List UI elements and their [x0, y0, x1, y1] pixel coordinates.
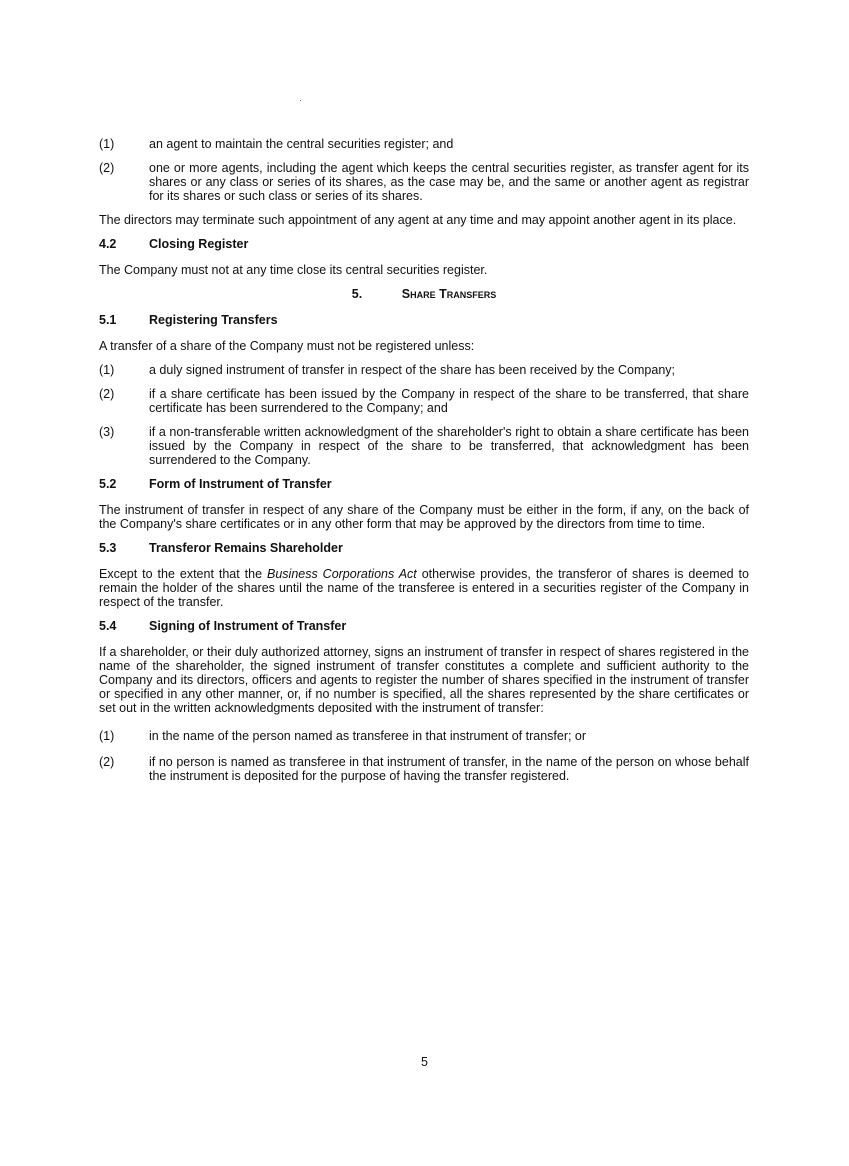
- section-title: Signing of Instrument of Transfer: [149, 619, 347, 633]
- list-item: [99, 425, 749, 467]
- list-item: [99, 161, 749, 203]
- section-intro: A transfer of a share of the Company must not be registered unless:: [99, 339, 475, 353]
- stray-mark: [300, 100, 301, 101]
- page-number: 5: [421, 1055, 428, 1069]
- item-number: (1): [99, 729, 115, 743]
- list-item: [99, 137, 749, 151]
- item-text: if a non-transferable written acknowledgment of the shareholder's right to obtain a share certificate has been issued by the Company in respect of the share to be transferred, that acknowledgment has been surrendered to the Company.: [149, 425, 749, 467]
- section-heading-5-2: [99, 477, 749, 491]
- item-number: (2): [99, 755, 115, 769]
- section-body: The Company must not at any time close its central securities register.: [99, 263, 488, 277]
- act-name: Business Corporations Act: [267, 567, 417, 581]
- section-number: 5.3: [99, 541, 117, 555]
- item-text: an agent to maintain the central securities register; and: [149, 137, 454, 151]
- section-number: 5.4: [99, 619, 117, 633]
- section-number: 5.2: [99, 477, 117, 491]
- section-heading-5-1: [99, 313, 749, 327]
- section-title: Closing Register: [149, 237, 249, 251]
- section-heading-4-2: [99, 237, 749, 251]
- article-title: Share Transfers: [401, 287, 497, 301]
- body-text-start: Except to the extent that the: [99, 567, 267, 581]
- item-text: if a share certificate has been issued by the Company in respect of the share to be transferred, that share certificate has been surrendered to the Company; and: [149, 387, 749, 415]
- section-heading-5-3: [99, 541, 749, 555]
- section-heading-5-4: [99, 619, 749, 633]
- section-number: 5.1: [99, 313, 117, 327]
- article-number: 5.: [351, 287, 363, 301]
- list-item: [99, 387, 749, 415]
- section-body: If a shareholder, or their duly authorized attorney, signs an instrument of transfer in respect of shares registered in the name of the shareholder, the signed instrument of transfer constitutes a complete and sufficient authority to the Company and its directors, officers and agents to register the number of shares specified in the instrument of transfer or specified in any other manner, or, if no number is specified, all the shares represented by the share certificates or set out in the written acknowledgments deposited with the instrument of transfer:: [99, 645, 749, 715]
- article-heading-5: [99, 287, 749, 301]
- directors-paragraph: The directors may terminate such appointment of any agent at any time and may appoint another agent in its place.: [99, 213, 737, 227]
- body-text-end: otherwise provides, the transferor of shares is deemed to remain the holder of the shares until the name of the transferee is entered in a securities register of the Company in respect of the transfer.: [99, 567, 749, 609]
- item-number: (2): [99, 387, 115, 401]
- item-text: if no person is named as transferee in that instrument of transfer, in the name of the person on whose behalf the instrument is deposited for the purpose of having the transfer registered.: [149, 755, 749, 783]
- item-number: (1): [99, 137, 115, 151]
- list-item: [99, 363, 749, 377]
- section-title: Form of Instrument of Transfer: [149, 477, 332, 491]
- page-content: [99, 137, 749, 793]
- item-number: (3): [99, 425, 115, 439]
- item-text: a duly signed instrument of transfer in respect of the share has been received by the Company;: [149, 363, 675, 377]
- section-body: The instrument of transfer in respect of any share of the Company must be either in the form, if any, on the back of the Company's share certificates or in any other form that may be approved by the directors from time to time.: [99, 503, 749, 531]
- section-body: [99, 567, 749, 609]
- section-title: Registering Transfers: [149, 313, 278, 327]
- section-number: 4.2: [99, 237, 117, 251]
- item-number: (1): [99, 363, 115, 377]
- item-text: in the name of the person named as transferee in that instrument of transfer; or: [149, 729, 587, 743]
- item-number: (2): [99, 161, 115, 175]
- section-title: Transferor Remains Shareholder: [149, 541, 343, 555]
- list-item: [99, 729, 749, 743]
- list-item: [99, 755, 749, 783]
- item-text: one or more agents, including the agent which keeps the central securities register, as transfer agent for its shares or any class or series of its shares, as the case may be, and the same or another agent as registrar for its shares or such class or series of its shares.: [149, 161, 749, 203]
